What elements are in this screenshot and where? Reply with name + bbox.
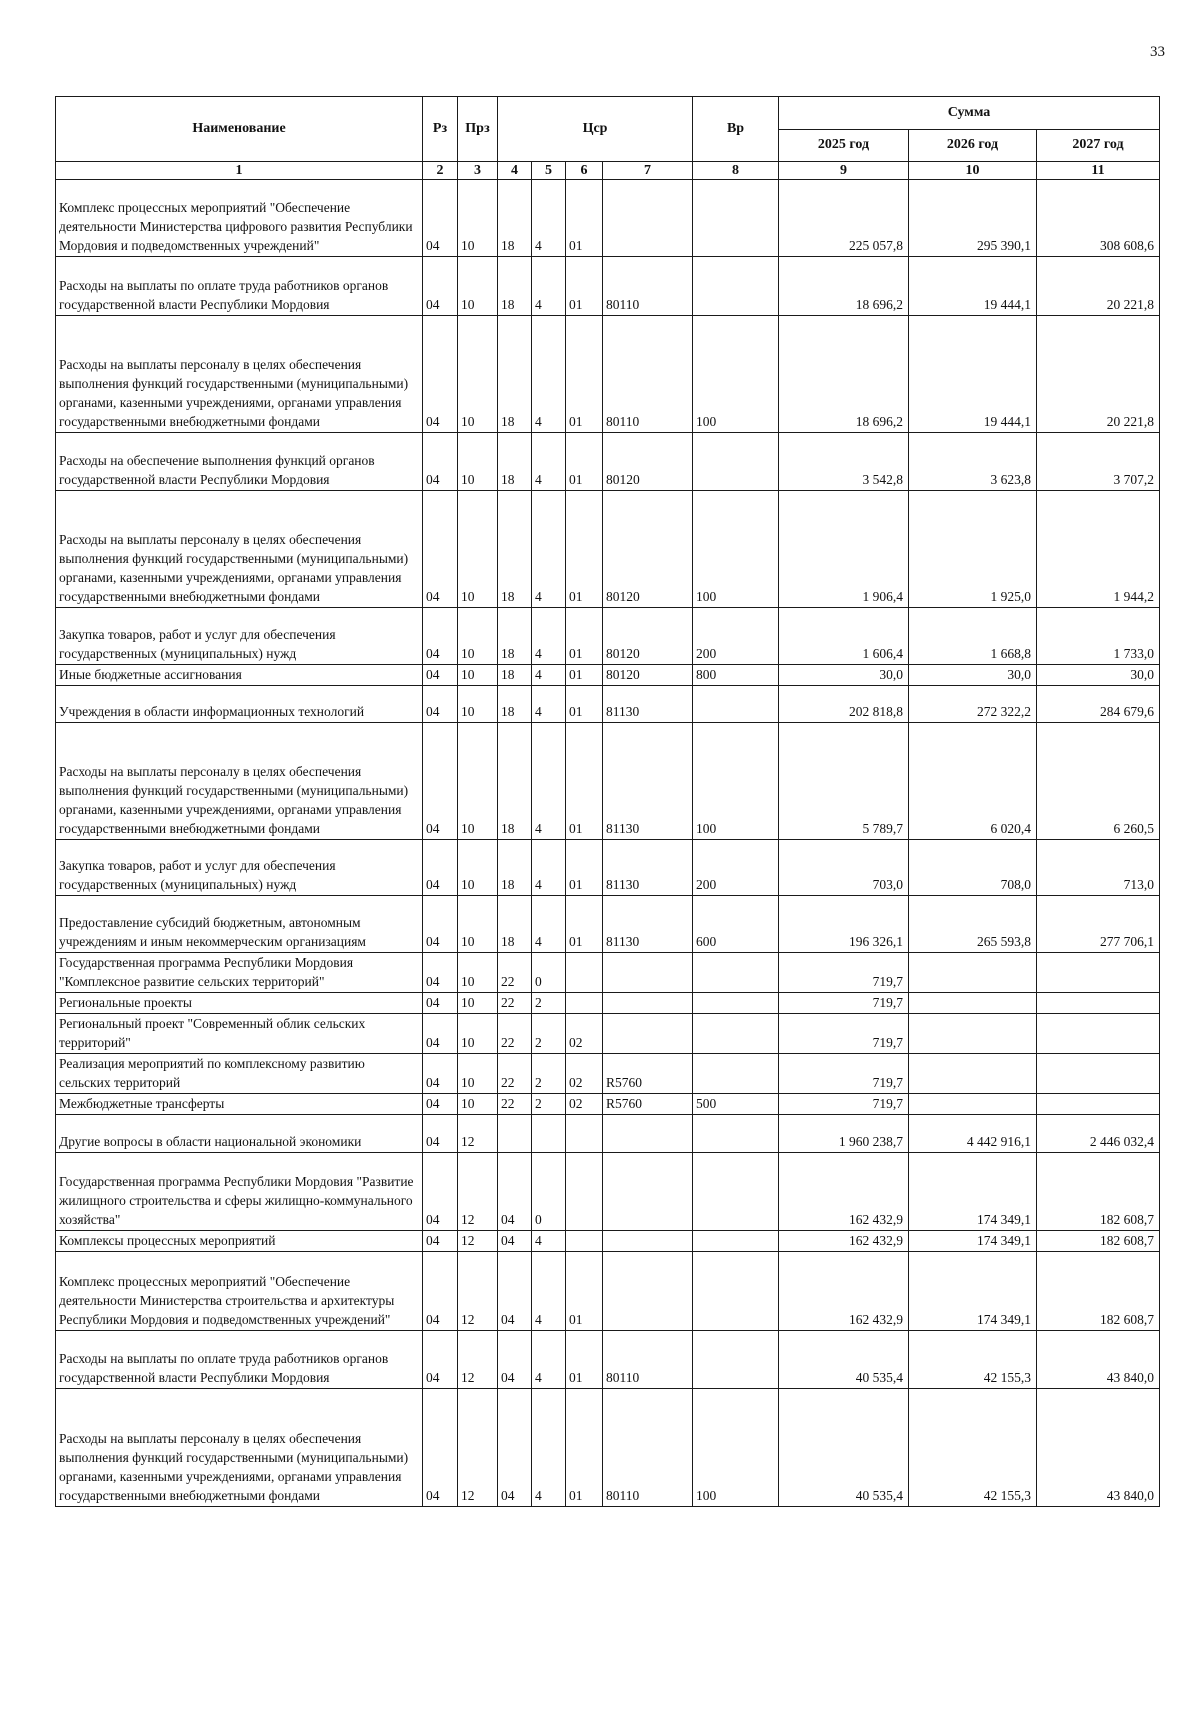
table-cell-rz: 04 (423, 896, 458, 953)
table-cell-csr-program: 22 (498, 1014, 532, 1054)
table-cell-csr-type: 4 (532, 257, 566, 316)
table-cell-name: Закупка товаров, работ и услуг для обеспечения государственных (муниципальных) нужд (56, 608, 423, 665)
table-cell-sum-2026 (909, 993, 1037, 1014)
table-row (56, 686, 1160, 723)
table-cell-sum-2027: 182 608,7 (1037, 1252, 1160, 1331)
header-prz: Прз (458, 97, 498, 162)
table-cell-sum-2027 (1037, 993, 1160, 1014)
table-cell-sum-2025: 162 432,9 (779, 1231, 909, 1252)
table-cell-rz: 04 (423, 1252, 458, 1331)
table-cell-name: Другие вопросы в области национальной экономики (56, 1115, 423, 1153)
table-cell-sum-2025: 202 818,8 (779, 686, 909, 723)
table-cell-sum-2025: 30,0 (779, 665, 909, 686)
table-cell-csr-structure (566, 1153, 603, 1231)
table-cell-csr-type: 2 (532, 1014, 566, 1054)
table-cell-csr-program: 18 (498, 180, 532, 257)
header-vr: Вр (693, 97, 779, 162)
table-cell-csr-structure (566, 1115, 603, 1153)
table-cell-sum-2027: 182 608,7 (1037, 1231, 1160, 1252)
table-cell-rz: 04 (423, 1389, 458, 1507)
table-cell-csr-structure: 01 (566, 316, 603, 433)
table-cell-csr-structure: 01 (566, 257, 603, 316)
column-number: 2 (423, 162, 458, 180)
table-cell-sum-2026: 30,0 (909, 665, 1037, 686)
table-cell-sum-2027: 6 260,5 (1037, 723, 1160, 840)
table-cell-csr-structure: 01 (566, 686, 603, 723)
table-cell-rz: 04 (423, 840, 458, 896)
table-cell-csr-structure: 01 (566, 180, 603, 257)
table-cell-csr-direction: 80120 (603, 491, 693, 608)
table-cell-csr-type: 4 (532, 1389, 566, 1507)
table-cell-csr-program: 18 (498, 896, 532, 953)
table-cell-csr-direction: R5760 (603, 1094, 693, 1115)
table-cell-vr (693, 1014, 779, 1054)
column-number: 5 (532, 162, 566, 180)
table-row (56, 1054, 1160, 1094)
table-cell-csr-program: 18 (498, 665, 532, 686)
table-cell-sum-2027 (1037, 953, 1160, 993)
header-year-2025: 2025 год (779, 130, 909, 162)
table-cell-csr-structure: 01 (566, 1331, 603, 1389)
table-cell-rz: 04 (423, 686, 458, 723)
table-cell-vr (693, 1231, 779, 1252)
table-cell-csr-type: 4 (532, 896, 566, 953)
table-cell-csr-direction: 80110 (603, 316, 693, 433)
table-cell-csr-direction: 80110 (603, 1331, 693, 1389)
table-row (56, 491, 1160, 608)
table-cell-sum-2026: 6 020,4 (909, 723, 1037, 840)
table-row (56, 316, 1160, 433)
table-cell-rz: 04 (423, 1014, 458, 1054)
table-cell-csr-program: 22 (498, 1094, 532, 1115)
table-cell-sum-2027: 713,0 (1037, 840, 1160, 896)
header-year-2027: 2027 год (1037, 130, 1160, 162)
table-cell-rz: 04 (423, 1331, 458, 1389)
table-cell-sum-2026: 42 155,3 (909, 1331, 1037, 1389)
table-cell-csr-program: 04 (498, 1231, 532, 1252)
table-row (56, 665, 1160, 686)
table-cell-csr-type: 4 (532, 1231, 566, 1252)
table-cell-vr (693, 257, 779, 316)
table-cell-prz: 12 (458, 1389, 498, 1507)
table-cell-csr-type: 4 (532, 840, 566, 896)
table-row (56, 1252, 1160, 1331)
table-cell-csr-structure: 02 (566, 1094, 603, 1115)
table-cell-sum-2026: 265 593,8 (909, 896, 1037, 953)
table-cell-csr-structure: 01 (566, 491, 603, 608)
header-name: Наименование (56, 97, 423, 162)
table-cell-prz: 10 (458, 433, 498, 491)
table-cell-csr-structure: 01 (566, 896, 603, 953)
table-body (56, 180, 1160, 1507)
table-cell-name: Расходы на выплаты персоналу в целях обеспечения выполнения функций государственными (муниципальными) органами, казенными учреждениями, органами управления государственными внебюджетными фондами (56, 1389, 423, 1507)
column-number: 1 (56, 162, 423, 180)
table-cell-csr-type: 0 (532, 953, 566, 993)
table-cell-csr-direction: 81130 (603, 896, 693, 953)
table-cell-csr-type: 2 (532, 1094, 566, 1115)
table-cell-sum-2025: 719,7 (779, 953, 909, 993)
table-cell-vr (693, 953, 779, 993)
table-cell-name: Комплекс процессных мероприятий "Обеспечение деятельности Министерства цифрового развития Республики Мордовия и подведомственных учреждений" (56, 180, 423, 257)
table-cell-csr-program: 04 (498, 1331, 532, 1389)
table-cell-vr (693, 1153, 779, 1231)
table-cell-csr-program: 22 (498, 953, 532, 993)
table-cell-csr-program: 22 (498, 993, 532, 1014)
table-cell-rz: 04 (423, 993, 458, 1014)
table-cell-csr-type: 4 (532, 433, 566, 491)
budget-table (55, 96, 1160, 1507)
table-cell-rz: 04 (423, 491, 458, 608)
table-cell-csr-direction (603, 1014, 693, 1054)
table-cell-sum-2025: 18 696,2 (779, 316, 909, 433)
table-cell-csr-program: 18 (498, 433, 532, 491)
column-number-row (56, 162, 1160, 180)
table-cell-sum-2026: 1 925,0 (909, 491, 1037, 608)
table-row (56, 1153, 1160, 1231)
table-cell-vr (693, 1331, 779, 1389)
column-number: 6 (566, 162, 603, 180)
table-cell-name: Региональный проект "Современный облик сельских территорий" (56, 1014, 423, 1054)
table-cell-csr-program: 18 (498, 723, 532, 840)
table-cell-csr-direction: 80120 (603, 665, 693, 686)
table-row (56, 1331, 1160, 1389)
table-cell-vr (693, 1252, 779, 1331)
table-cell-vr: 800 (693, 665, 779, 686)
table-cell-csr-direction: R5760 (603, 1054, 693, 1094)
table-row (56, 608, 1160, 665)
column-number: 7 (603, 162, 693, 180)
table-cell-name: Реализация мероприятий по комплексному развитию сельских территорий (56, 1054, 423, 1094)
table-row (56, 723, 1160, 840)
table-cell-vr (693, 1054, 779, 1094)
table-cell-csr-direction (603, 1231, 693, 1252)
table-cell-vr: 500 (693, 1094, 779, 1115)
table-cell-prz: 12 (458, 1252, 498, 1331)
table-cell-csr-type: 4 (532, 686, 566, 723)
table-cell-sum-2026 (909, 1014, 1037, 1054)
table-cell-name: Расходы на выплаты персоналу в целях обеспечения выполнения функций государственными (муниципальными) органами, казенными учреждениями, органами управления государственными внебюджетными фондами (56, 723, 423, 840)
header-rz: Рз (423, 97, 458, 162)
table-cell-sum-2025: 703,0 (779, 840, 909, 896)
table-cell-vr (693, 433, 779, 491)
table-cell-csr-program: 04 (498, 1252, 532, 1331)
table-cell-sum-2026: 4 442 916,1 (909, 1115, 1037, 1153)
table-cell-csr-type: 4 (532, 1331, 566, 1389)
table-cell-csr-type (532, 1115, 566, 1153)
table-row (56, 1115, 1160, 1153)
table-cell-sum-2027: 2 446 032,4 (1037, 1115, 1160, 1153)
table-cell-sum-2027: 1 733,0 (1037, 608, 1160, 665)
table-cell-rz: 04 (423, 1115, 458, 1153)
table-cell-name: Расходы на выплаты персоналу в целях обеспечения выполнения функций государственными (муниципальными) органами, казенными учреждениями, органами управления государственными внебюджетными фондами (56, 316, 423, 433)
table-cell-name: Расходы на выплаты по оплате труда работников органов государственной власти Республики Мордовия (56, 1331, 423, 1389)
table-cell-csr-structure: 02 (566, 1014, 603, 1054)
table-cell-sum-2026: 174 349,1 (909, 1153, 1037, 1231)
table-cell-csr-type: 4 (532, 723, 566, 840)
table-cell-vr: 100 (693, 491, 779, 608)
table-row (56, 180, 1160, 257)
page-number: 33 (1150, 44, 1165, 60)
table-cell-csr-type: 4 (532, 608, 566, 665)
table-cell-csr-program: 18 (498, 257, 532, 316)
table-cell-vr (693, 1115, 779, 1153)
table-row (56, 1389, 1160, 1507)
table-cell-csr-program: 18 (498, 316, 532, 433)
table-cell-csr-structure: 01 (566, 1252, 603, 1331)
column-number: 10 (909, 162, 1037, 180)
table-cell-prz: 12 (458, 1153, 498, 1231)
table-cell-prz: 10 (458, 896, 498, 953)
table-cell-name: Комплекс процессных мероприятий "Обеспечение деятельности Министерства строительства и архитектуры Республики Мордовия и подведомственных учреждений" (56, 1252, 423, 1331)
table-cell-csr-direction: 81130 (603, 723, 693, 840)
table-cell-sum-2025: 162 432,9 (779, 1252, 909, 1331)
table-cell-sum-2027: 43 840,0 (1037, 1389, 1160, 1507)
column-number: 3 (458, 162, 498, 180)
table-cell-csr-structure: 01 (566, 665, 603, 686)
table-cell-csr-program (498, 1115, 532, 1153)
table-cell-sum-2025: 40 535,4 (779, 1331, 909, 1389)
table-cell-sum-2026: 3 623,8 (909, 433, 1037, 491)
table-cell-name: Расходы на выплаты по оплате труда работников органов государственной власти Республики Мордовия (56, 257, 423, 316)
table-cell-sum-2025: 719,7 (779, 993, 909, 1014)
table-row (56, 1014, 1160, 1054)
table-cell-rz: 04 (423, 608, 458, 665)
table-cell-sum-2026: 272 322,2 (909, 686, 1037, 723)
table-cell-prz: 10 (458, 665, 498, 686)
table-cell-csr-structure (566, 1231, 603, 1252)
table-cell-csr-structure: 02 (566, 1054, 603, 1094)
table-cell-csr-program: 18 (498, 686, 532, 723)
table-cell-csr-program: 22 (498, 1054, 532, 1094)
table-cell-csr-type: 4 (532, 1252, 566, 1331)
table-cell-prz: 10 (458, 180, 498, 257)
table-cell-sum-2025: 1 960 238,7 (779, 1115, 909, 1153)
table-cell-csr-direction (603, 1153, 693, 1231)
table-cell-csr-direction (603, 180, 693, 257)
table-cell-sum-2025: 719,7 (779, 1014, 909, 1054)
table-cell-name: Иные бюджетные ассигнования (56, 665, 423, 686)
table-cell-csr-program: 18 (498, 608, 532, 665)
table-cell-name: Учреждения в области информационных технологий (56, 686, 423, 723)
table-row (56, 840, 1160, 896)
table-cell-rz: 04 (423, 953, 458, 993)
table-cell-name: Региональные проекты (56, 993, 423, 1014)
table-cell-sum-2025: 5 789,7 (779, 723, 909, 840)
table-cell-csr-type: 0 (532, 1153, 566, 1231)
table-cell-sum-2027 (1037, 1054, 1160, 1094)
table-cell-sum-2027: 20 221,8 (1037, 257, 1160, 316)
table-cell-sum-2025: 196 326,1 (779, 896, 909, 953)
table-cell-vr (693, 686, 779, 723)
table-cell-vr: 100 (693, 1389, 779, 1507)
table-cell-sum-2026 (909, 1094, 1037, 1115)
table-cell-prz: 10 (458, 491, 498, 608)
table-cell-vr: 600 (693, 896, 779, 953)
table-cell-prz: 10 (458, 993, 498, 1014)
table-cell-sum-2025: 162 432,9 (779, 1153, 909, 1231)
table-cell-sum-2027: 284 679,6 (1037, 686, 1160, 723)
table-cell-csr-direction: 80110 (603, 1389, 693, 1507)
table-cell-sum-2026: 708,0 (909, 840, 1037, 896)
table-cell-sum-2026: 174 349,1 (909, 1231, 1037, 1252)
table-cell-sum-2027: 182 608,7 (1037, 1153, 1160, 1231)
table-cell-prz: 10 (458, 316, 498, 433)
table-cell-name: Предоставление субсидий бюджетным, автономным учреждениям и иным некоммерческим организациям (56, 896, 423, 953)
table-cell-vr (693, 993, 779, 1014)
table-cell-prz: 10 (458, 840, 498, 896)
table-cell-vr: 100 (693, 723, 779, 840)
table-cell-sum-2025: 3 542,8 (779, 433, 909, 491)
table-cell-vr: 200 (693, 608, 779, 665)
table-cell-csr-program: 04 (498, 1389, 532, 1507)
table-cell-sum-2025: 1 906,4 (779, 491, 909, 608)
table-cell-csr-direction: 80120 (603, 433, 693, 491)
header-year-2026: 2026 год (909, 130, 1037, 162)
table-cell-rz: 04 (423, 1153, 458, 1231)
table-cell-csr-type: 2 (532, 993, 566, 1014)
table-cell-csr-structure (566, 993, 603, 1014)
table-cell-name: Государственная программа Республики Мордовия "Комплексное развитие сельских территорий" (56, 953, 423, 993)
table-cell-rz: 04 (423, 1094, 458, 1115)
table-cell-prz: 10 (458, 1014, 498, 1054)
table-cell-csr-direction (603, 953, 693, 993)
column-number: 11 (1037, 162, 1160, 180)
table-cell-csr-direction: 80120 (603, 608, 693, 665)
table-cell-csr-program: 18 (498, 491, 532, 608)
table-row (56, 896, 1160, 953)
table-cell-prz: 10 (458, 686, 498, 723)
table-cell-rz: 04 (423, 1231, 458, 1252)
table-cell-sum-2026: 19 444,1 (909, 316, 1037, 433)
header-csr: Цср (498, 97, 693, 162)
table-cell-sum-2025: 18 696,2 (779, 257, 909, 316)
table-cell-rz: 04 (423, 723, 458, 840)
column-number: 4 (498, 162, 532, 180)
table-cell-prz: 10 (458, 1054, 498, 1094)
table-cell-sum-2027: 20 221,8 (1037, 316, 1160, 433)
table-cell-rz: 04 (423, 433, 458, 491)
table-cell-vr: 200 (693, 840, 779, 896)
table-cell-name: Межбюджетные трансферты (56, 1094, 423, 1115)
table-cell-csr-structure: 01 (566, 433, 603, 491)
table-cell-prz: 10 (458, 953, 498, 993)
table-row (56, 1094, 1160, 1115)
table-cell-csr-direction (603, 1115, 693, 1153)
table-cell-sum-2025: 225 057,8 (779, 180, 909, 257)
table-cell-sum-2027: 277 706,1 (1037, 896, 1160, 953)
table-cell-sum-2026 (909, 953, 1037, 993)
table-cell-rz: 04 (423, 257, 458, 316)
table-cell-prz: 12 (458, 1331, 498, 1389)
table-cell-sum-2026: 295 390,1 (909, 180, 1037, 257)
table-cell-sum-2026: 1 668,8 (909, 608, 1037, 665)
table-cell-csr-type: 4 (532, 180, 566, 257)
table-cell-csr-type: 4 (532, 491, 566, 608)
table-cell-csr-structure: 01 (566, 840, 603, 896)
table-cell-csr-type: 4 (532, 665, 566, 686)
table-cell-csr-direction (603, 993, 693, 1014)
table-cell-sum-2026 (909, 1054, 1037, 1094)
table-cell-sum-2027: 1 944,2 (1037, 491, 1160, 608)
table-cell-prz: 10 (458, 608, 498, 665)
table-cell-rz: 04 (423, 316, 458, 433)
table-cell-sum-2025: 1 606,4 (779, 608, 909, 665)
table-cell-csr-type: 4 (532, 316, 566, 433)
table-cell-sum-2027: 3 707,2 (1037, 433, 1160, 491)
table-cell-sum-2025: 40 535,4 (779, 1389, 909, 1507)
table-cell-csr-direction: 80110 (603, 257, 693, 316)
table-cell-name: Расходы на обеспечение выполнения функций органов государственной власти Республики Мордовия (56, 433, 423, 491)
table-cell-csr-structure: 01 (566, 723, 603, 840)
table-cell-sum-2027: 308 608,6 (1037, 180, 1160, 257)
table-cell-prz: 12 (458, 1115, 498, 1153)
table-cell-csr-direction (603, 1252, 693, 1331)
header-sum: Сумма (779, 97, 1160, 130)
table-cell-prz: 10 (458, 1094, 498, 1115)
header-row (56, 97, 1160, 130)
column-number: 9 (779, 162, 909, 180)
table-cell-csr-type: 2 (532, 1054, 566, 1094)
table-cell-vr (693, 180, 779, 257)
table-cell-rz: 04 (423, 1054, 458, 1094)
column-number: 8 (693, 162, 779, 180)
table-cell-rz: 04 (423, 180, 458, 257)
table-cell-csr-structure: 01 (566, 608, 603, 665)
table-cell-prz: 10 (458, 723, 498, 840)
table-cell-rz: 04 (423, 665, 458, 686)
table-row (56, 433, 1160, 491)
table-cell-vr: 100 (693, 316, 779, 433)
table-cell-sum-2027 (1037, 1014, 1160, 1054)
table-cell-sum-2025: 719,7 (779, 1054, 909, 1094)
table-cell-sum-2027: 43 840,0 (1037, 1331, 1160, 1389)
table-cell-prz: 12 (458, 1231, 498, 1252)
table-cell-name: Комплексы процессных мероприятий (56, 1231, 423, 1252)
table-cell-name: Расходы на выплаты персоналу в целях обеспечения выполнения функций государственными (муниципальными) органами, казенными учреждениями, органами управления государственными внебюджетными фондами (56, 491, 423, 608)
table-cell-csr-program: 18 (498, 840, 532, 896)
table-row (56, 953, 1160, 993)
table-row (56, 993, 1160, 1014)
table-row (56, 257, 1160, 316)
table-cell-csr-direction: 81130 (603, 840, 693, 896)
table-cell-sum-2026: 42 155,3 (909, 1389, 1037, 1507)
table-cell-prz: 10 (458, 257, 498, 316)
table-cell-csr-direction: 81130 (603, 686, 693, 723)
table-row (56, 1231, 1160, 1252)
table-cell-csr-structure: 01 (566, 1389, 603, 1507)
table-cell-sum-2027: 30,0 (1037, 665, 1160, 686)
table-cell-csr-program: 04 (498, 1153, 532, 1231)
table-cell-name: Государственная программа Республики Мордовия "Развитие жилищного строительства и сферы жилищно-коммунального хозяйства" (56, 1153, 423, 1231)
table-cell-sum-2026: 19 444,1 (909, 257, 1037, 316)
table-cell-sum-2025: 719,7 (779, 1094, 909, 1115)
table-cell-csr-structure (566, 953, 603, 993)
table-cell-name: Закупка товаров, работ и услуг для обеспечения государственных (муниципальных) нужд (56, 840, 423, 896)
table-cell-sum-2027 (1037, 1094, 1160, 1115)
table-cell-sum-2026: 174 349,1 (909, 1252, 1037, 1331)
